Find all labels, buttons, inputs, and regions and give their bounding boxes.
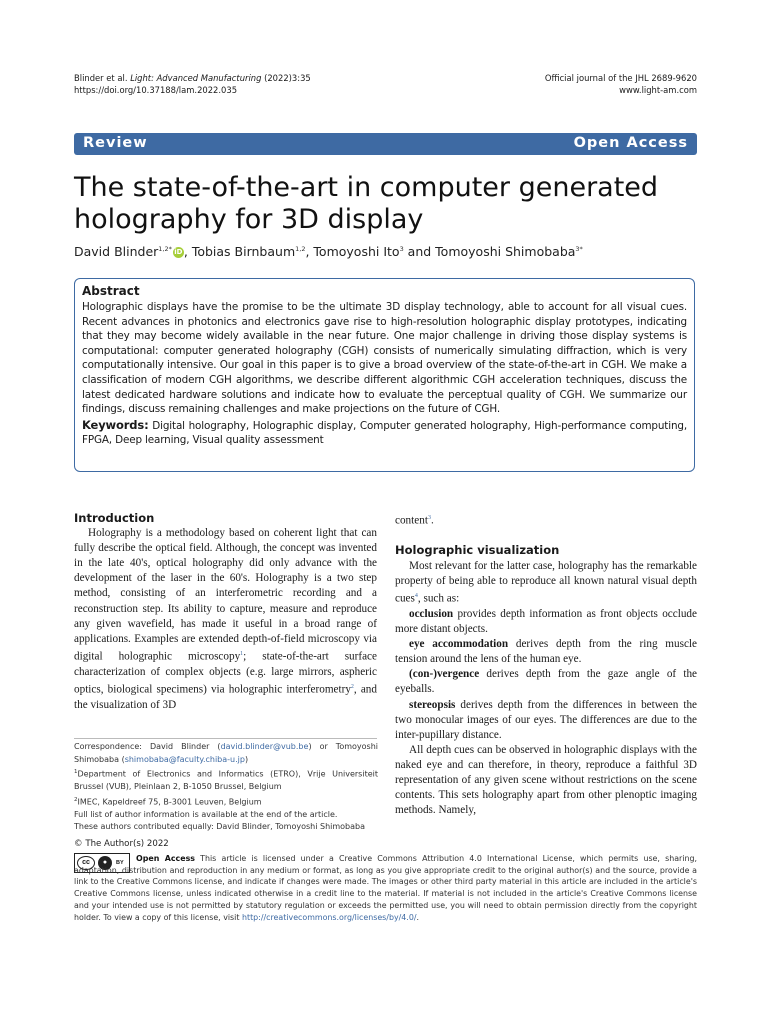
affiliation-number: 1: [74, 769, 78, 775]
list-item: [395, 667, 697, 697]
author-list: [74, 244, 583, 259]
author-name[interactable]: , Tomoyoshi Ito: [305, 244, 400, 259]
author-name[interactable]: David Blinder: [74, 244, 159, 259]
correspondence-text: ) or Tomoyoshi Shimobaba (: [74, 742, 378, 764]
right-column: [395, 511, 697, 818]
paragraph: [395, 511, 697, 529]
attribution-icon: ●: [98, 856, 112, 870]
author-name[interactable]: and Tomoyoshi Shimobaba: [403, 244, 576, 259]
reference-link[interactable]: 2: [350, 683, 354, 690]
affiliation: [74, 766, 378, 794]
abstract-text: Holographic displays have the promise to be the ultimate 3D display technology, able to account for all visual cues. Recent advances in photonics and electronics gave rise to high-resolution holographic display prototypes, indicating that they may become widely available in the near future. One major challenge in driving those display systems is computational: computer generated holography (CGH) consists of numerically simulating diffraction, which is very computationally intensive. Our goal in this paper is to give a broad overview of the state-of-the-art in CGH. We make a classification of modern CGH algorithms, we describe different algorithmic CGH acceleration techniques, discuss the latest dedicated hardware solutions and indicate how to evaluate the perceptual quality of CGH. We summarize our findings, discuss remaining challenges and make projections on the future of CGH.: [82, 301, 687, 416]
paragraph: All depth cues can be observed in holographic displays with the naked eye and can therefore, in theory, reproduce a faithful 3D representation of any given scene without restrictions on the scene contents. This sets holography apart from other plenoptic imaging methods. Namely,: [395, 743, 697, 817]
paragraph: [74, 526, 377, 713]
affiliation-text: Department of Electronics and Informatics (ETRO), Vrije Universiteit Brussel (VUB), Pleinlaan 2, B-1050 Brussel, Belgium: [74, 769, 378, 792]
paragraph-text: content: [395, 514, 428, 527]
copyright: © The Author(s) 2022: [74, 839, 169, 849]
paragraph-text: Holography is a methodology based on coherent light that can fully describe the optical field. Although, the concept was invented in the late 40's, optical holography did only advance with the development of the laser in the 60's. Holography is a two step method, consisting of an interferometric recording and a reconstruction step. Its ability to capture, measure and reproduce any given wavefield, has made it useful in a broad range of applications. Examples are extended depth-of-field microscopy via digital holographic microscopy: [74, 527, 377, 663]
keywords-label: Keywords:: [82, 417, 149, 432]
reference-link[interactable]: 1: [240, 650, 244, 657]
correspondence: [74, 741, 378, 766]
cue-text: derives depth from the gaze angle of the eyeballs.: [395, 668, 697, 696]
paragraph-text: , and the visualization of 3D: [74, 683, 377, 711]
paragraph-text: Most relevant for the latter case, holography has the remarkable property of being able to reproduce all known natural visual depth cues: [395, 559, 697, 605]
author-name[interactable]: , Tobias Birnbaum: [183, 244, 296, 259]
list-item: [395, 698, 697, 743]
paragraph-text: .: [430, 514, 434, 527]
journal-name: Light: Advanced Manufacturing: [130, 73, 262, 83]
list-item: [395, 607, 697, 637]
keywords: [82, 418, 687, 448]
paragraph-text: , such as:: [417, 592, 460, 605]
author-info-note: Full list of author information is available at the end of the article.: [74, 809, 338, 819]
cue-term: (con-)vergence: [409, 668, 480, 681]
author-affiliation: 1,2*: [158, 244, 172, 253]
author-affiliation: 1,2: [295, 244, 306, 253]
reference-link[interactable]: 4: [414, 593, 418, 600]
keywords-list: Digital holography, Holographic display, Computer generated holography, High-performance computing, FPGA, Deep learning, Visual quality assessment: [82, 419, 688, 447]
affiliation: [74, 794, 378, 809]
correspondence-text: Correspondence: David Blinder (: [74, 742, 221, 751]
section-heading-introduction: Introduction: [74, 511, 155, 525]
by-label: BY: [116, 860, 124, 866]
official-journal: Official journal of the JHL 2689-9620: [544, 73, 697, 83]
left-column: [74, 511, 377, 713]
citation-authors: Blinder et al.: [74, 73, 128, 83]
license-body: .: [416, 912, 420, 922]
license-text: [74, 853, 697, 923]
email-link[interactable]: david.blinder@vub.be: [220, 742, 309, 751]
footnote-divider: [74, 738, 377, 739]
cue-text: derives depth from the differences in between the two monocular images of our eyes. The differences are due to the inter-pupillary distance.: [395, 698, 697, 741]
list-item: [395, 637, 697, 667]
author-affiliation: 3*: [575, 244, 583, 253]
cue-term: stereopsis: [409, 698, 456, 711]
license-url[interactable]: http://creativecommons.org/licenses/by/4.0/: [241, 912, 417, 922]
page-title: The state-of-the-art in computer generated holography for 3D display: [74, 172, 659, 235]
doi-link[interactable]: https://doi.org/10.37188/lam.2022.035: [74, 85, 238, 95]
open-access-label: Open Access: [136, 854, 195, 863]
affiliation-number: 2: [74, 796, 78, 803]
email-link[interactable]: shimobaba@faculty.chiba-u.jp: [124, 754, 245, 764]
article-type-bar: [74, 133, 697, 155]
affiliation-text: IMEC, Kapeldreef 75, B-3001 Leuven, Belgium: [77, 797, 262, 807]
article-type: Review: [83, 135, 148, 151]
equal-contribution-note: These authors contributed equally: David Blinder, Tomoyoshi Shimobaba: [74, 822, 366, 832]
author-affiliation: 3: [399, 244, 404, 253]
open-access-label: Open Access: [573, 135, 688, 151]
cc-icon: cc: [77, 856, 95, 870]
cue-term: eye accommodation: [409, 638, 509, 651]
paragraph: [395, 559, 697, 607]
orcid-icon[interactable]: iD: [174, 248, 183, 256]
cue-term: occlusion: [409, 607, 454, 620]
section-heading-holographic-visualization: Holographic visualization: [395, 542, 560, 557]
journal-website[interactable]: www.light-am.com: [619, 85, 697, 95]
abstract-heading: Abstract: [82, 284, 140, 298]
correspondence-text: ): [244, 754, 249, 764]
citation-volume: (2022)3:35: [264, 73, 311, 83]
cue-text: provides depth information as front objects occlude more distant objects.: [395, 607, 697, 636]
cue-text: derives depth from the ring muscle tension around the lens of the human eye.: [395, 638, 697, 666]
citation-line: [74, 72, 311, 84]
license-body: This article is licensed under a Creative Commons Attribution 4.0 International License, which permits use, sharing, adaptation, distribution and reproduction in any medium or format, as long as you give appropriate credit to the original author(s) and the source, provide a link to the Creative Commons license, and indicate if changes were made. The images or other third party material in this article are included in the article's Creative Commons license, unless indicated otherwise in a credit line to the material. If material is not included in the article's Creative Commons license and your intended use is not permitted by statutory regulation or exceeds the permitted use, you will need to obtain permission directly from the copyright holder. To view a copy of this license, visit: [74, 854, 698, 922]
paragraph-text: ; state-of-the-art surface characterization of complex objects (e.g. large mirrors, aspheric optics, biological specimens) via holographic interferometry: [74, 650, 377, 696]
abstract-box: [74, 278, 695, 472]
footnotes: [74, 741, 378, 834]
reference-link[interactable]: 3: [427, 515, 431, 521]
